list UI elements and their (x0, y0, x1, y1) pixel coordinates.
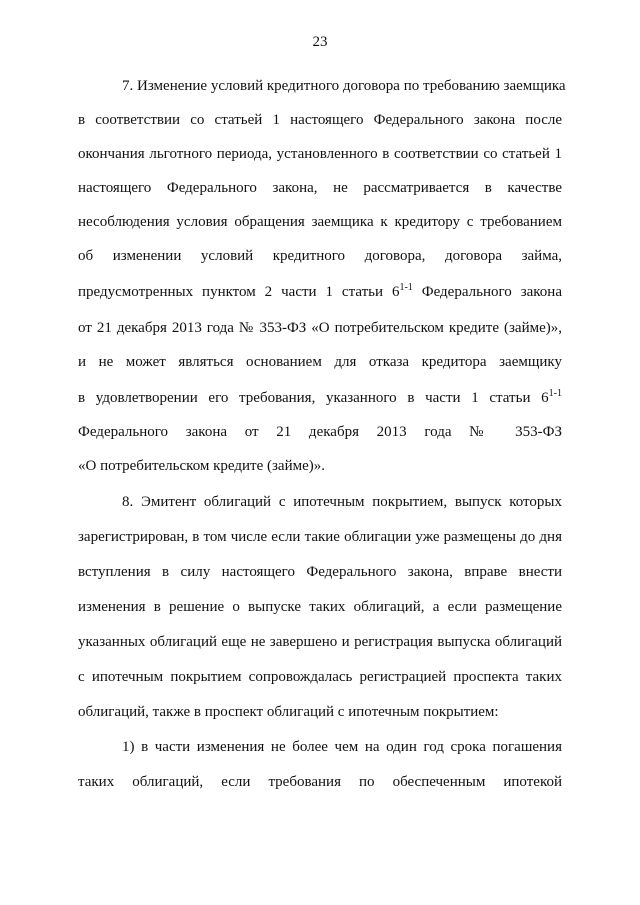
text-span: предусмотренных пунктом 2 части 1 статьи 6 (78, 284, 400, 300)
text-line: несоблюдения условия обращения заемщика к кредитору с требованием (78, 214, 562, 230)
text-line: 7. Изменение условий кредитного договора по требованию заемщика (122, 78, 566, 94)
text-line: окончания льготного периода, установленного в соответствии со статьей 1 (78, 146, 562, 162)
text-line: в соответствии со статьей 1 настоящего Федерального закона после (78, 112, 562, 128)
text-span: Федерального закона (412, 284, 562, 300)
text-line: с ипотечным покрытием сопровождалась регистрацией проспекта таких (78, 669, 562, 685)
text-line (78, 282, 562, 302)
text-line: зарегистрирован, в том числе если такие облигации уже размещены до дня (78, 529, 562, 545)
text-line: настоящего Федерального закона, не рассматривается в качестве (78, 180, 562, 196)
superscript: 1-1 (548, 388, 562, 399)
superscript: 1-1 (399, 282, 413, 293)
text-line: и не может являться основанием для отказа кредитора заемщику (78, 354, 562, 370)
text-line: 8. Эмитент облигаций с ипотечным покрытием, выпуск которых (122, 494, 562, 510)
text-line: «О потребительском кредите (займе)». (78, 458, 326, 474)
text-line: 1) в части изменения не более чем на один год срока погашения (122, 739, 562, 755)
text-line: облигаций, также в проспект облигаций с ипотечным покрытием: (78, 704, 499, 720)
text-line: Федерального закона от 21 декабря 2013 года № 353-ФЗ (78, 424, 562, 440)
text-line: от 21 декабря 2013 года № 353-ФЗ «О потребительском кредите (займе)», (78, 320, 562, 336)
page-number: 23 (312, 34, 328, 50)
text-line: указанных облигаций еще не завершено и регистрация выпуска облигаций (78, 634, 562, 650)
text-line: вступления в силу настоящего Федерального закона, вправе внести (78, 564, 562, 580)
text-line: изменения в решение о выпуске таких облигаций, а если размещение (78, 599, 562, 615)
text-line (78, 388, 562, 408)
text-span: в удовлетворении его требования, указанного в части 1 статьи 6 (78, 390, 549, 406)
text-line: об изменении условий кредитного договора, договора займа, (78, 248, 562, 264)
text-line: таких облигаций, если требования по обеспеченным ипотекой (78, 774, 562, 790)
